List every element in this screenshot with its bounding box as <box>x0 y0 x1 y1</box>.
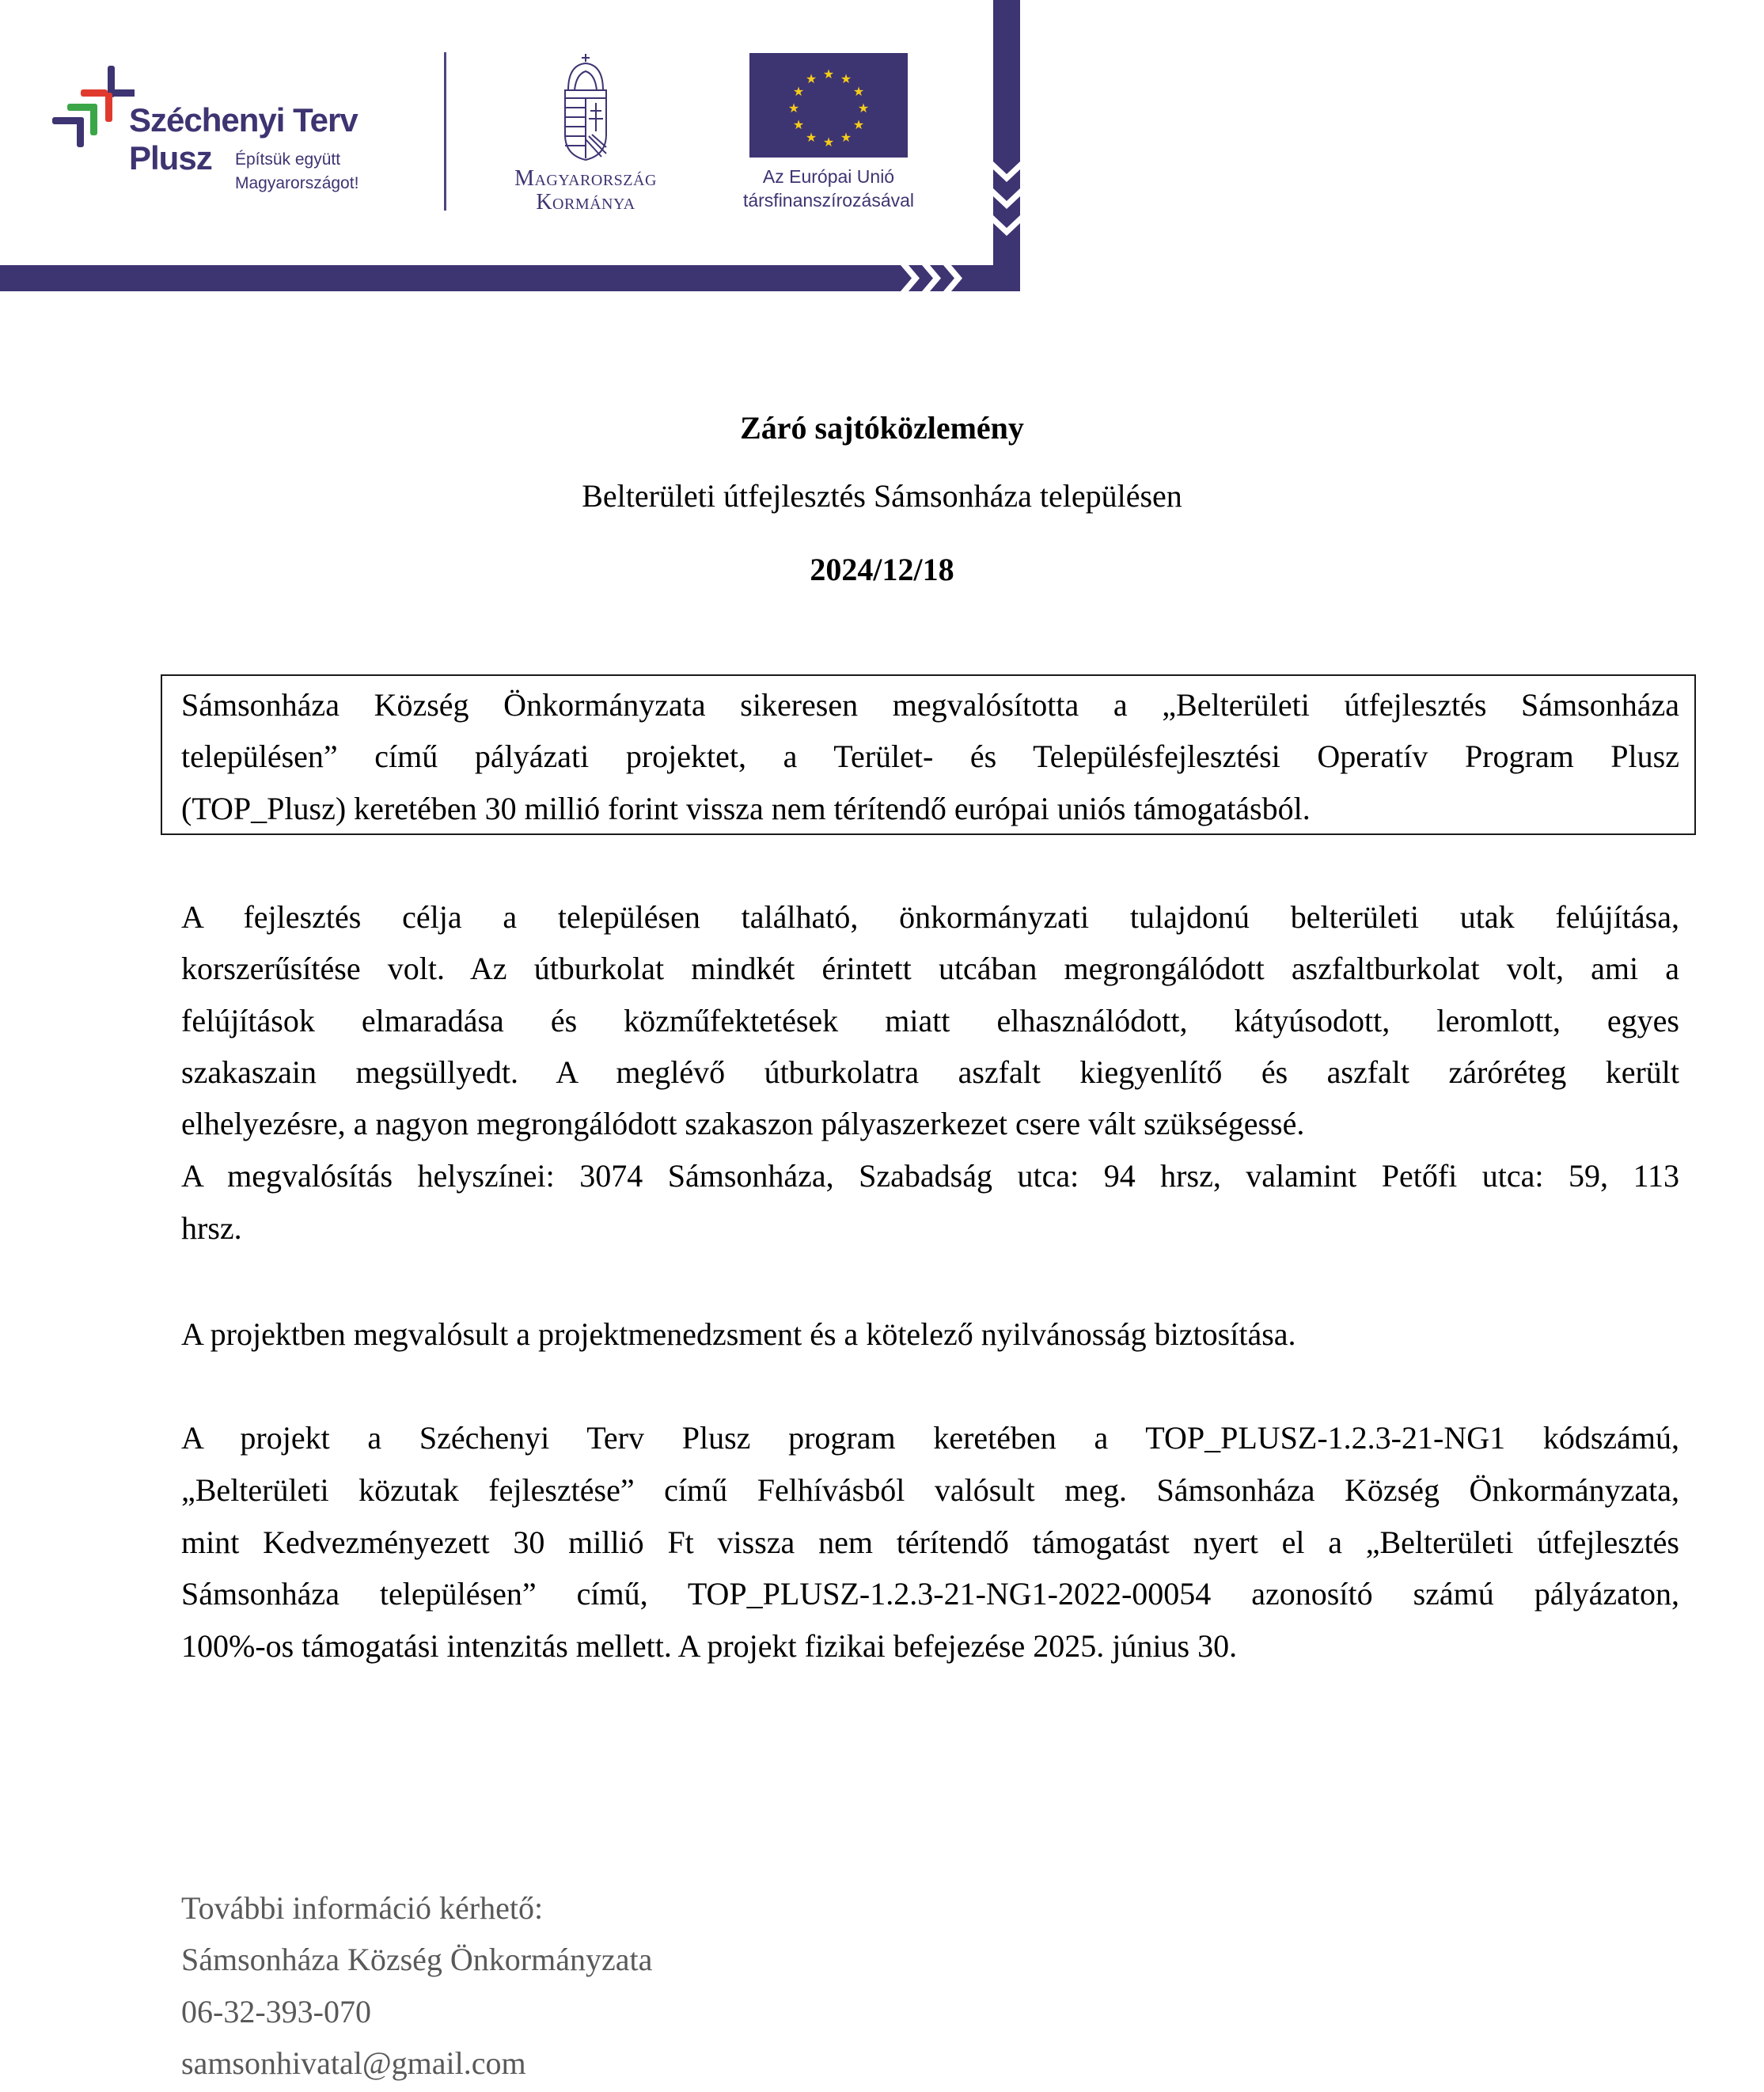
svg-text:★: ★ <box>792 84 805 99</box>
contact-email[interactable]: samsonhivatal@gmail.com <box>181 2045 526 2081</box>
svg-text:★: ★ <box>822 135 835 150</box>
frame-bar-right <box>993 0 1020 291</box>
summary-line: (TOP_Plusz) keretében 30 millió forint vissza nem térítendő európai uniós támogatásból. <box>181 791 1311 826</box>
paragraph-line: szakaszain megsüllyedt. A meglévő útburkolatra aszfalt kiegyenlítő és aszfalt záróréteg került <box>181 1054 1679 1090</box>
svg-text:★: ★ <box>822 66 835 82</box>
chevron-right-icon <box>942 265 965 291</box>
svg-text:★: ★ <box>792 117 805 132</box>
eu-line-1: Az Európai Unió <box>762 166 895 187</box>
paragraph-line: korszerűsítése volt. Az útburkolat mindkét érintett utcában megrongálódott aszfaltburkolat volt, ami a <box>181 951 1679 986</box>
eu-line-2: társfinanszírozásával <box>742 190 915 211</box>
svg-text:★: ★ <box>805 130 818 145</box>
paragraph-line: A fejlesztés célja a településen található, önkormányzati tulajdonú belterületi utak felújítása, <box>181 899 1679 935</box>
contact-heading: További információ kérhető: <box>181 1890 544 1926</box>
chevron-down-icon <box>993 158 1020 185</box>
szechenyi-tagline-2: Magyarországot! <box>235 174 359 192</box>
chevron-right-icon <box>920 265 944 291</box>
header-banner <box>0 0 1021 291</box>
government-name: Magyarország <box>514 166 657 191</box>
page-subtitle: Belterületi útfejlesztés Sámsonháza településen <box>582 478 1182 514</box>
government-line-2 <box>491 190 681 215</box>
svg-text:★: ★ <box>857 101 870 116</box>
document-date: 2024/12/18 <box>810 552 954 587</box>
summary-line: településen” című pályázati projektet, a Terület- és Településfejlesztési Operatív Program Plusz <box>181 738 1679 774</box>
svg-text:★: ★ <box>840 130 852 145</box>
eu-flag-icon <box>749 53 908 158</box>
paragraph-line: 100%-os támogatási intenzitás mellett. A projekt fizikai befejezése 2025. június 30. <box>181 1628 1238 1664</box>
chevron-down-icon <box>993 212 1020 239</box>
paragraph-line: „Belterületi közutak fejlesztése” című Felhívásból valósult meg. Sámsonháza Község Önkormányzata, <box>181 1472 1679 1508</box>
szechenyi-cross-icon <box>47 59 135 150</box>
szechenyi-title: Széchenyi Terv <box>129 101 358 139</box>
svg-text:★: ★ <box>840 71 852 86</box>
paragraph-line: felújítások elmaradása és közműfektetések miatt elhasználódott, kátyúsodott, leromlott, egyes <box>181 1003 1679 1038</box>
frame-bar-bottom <box>0 265 1020 291</box>
page-title: Záró sajtóközlemény <box>740 410 1024 446</box>
paragraph-line: A projektben megvalósult a projektmenedzsment és a kötelező nyilvánosság biztosítása. <box>181 1316 1296 1352</box>
svg-text:★: ★ <box>852 117 865 132</box>
eu-stars-icon <box>749 53 908 158</box>
svg-text:★: ★ <box>787 101 800 116</box>
paragraph-line: A megvalósítás helyszínei: 3074 Sámsonháza, Szabadság utca: 94 hrsz, valamint Petőfi utca: 59, 113 <box>181 1158 1679 1194</box>
paragraph-line: mint Kedvezményezett 30 millió Ft vissza nem térítendő támogatást nyert el a „Belterületi útfejlesztés <box>181 1524 1679 1560</box>
coat-of-arms-icon <box>554 52 617 163</box>
chevron-right-icon <box>899 265 923 291</box>
szechenyi-plusz: Plusz <box>129 139 212 177</box>
paragraph-line: A projekt a Széchenyi Terv Plusz program keretében a TOP_PLUSZ-1.2.3-21-NG1 kódszámú, <box>181 1420 1679 1456</box>
government-line-1 <box>491 166 681 192</box>
summary-line: Sámsonháza Község Önkormányzata sikeresen megvalósította a „Belterületi útfejlesztés Sámsonháza <box>181 687 1679 723</box>
svg-text:★: ★ <box>805 71 818 86</box>
government-kormanya: Kormánya <box>536 190 635 215</box>
paragraph-line: hrsz. <box>181 1210 242 1246</box>
szechenyi-tagline-1: Építsük együtt <box>235 150 341 169</box>
contact-organization: Sámsonháza Község Önkormányzata <box>181 1942 653 1977</box>
chevron-down-icon <box>993 185 1020 212</box>
paragraph-line: Sámsonháza településen” című, TOP_PLUSZ-1.2.3-21-NG1-2022-00054 azonosító számú pályázaton, <box>181 1576 1679 1612</box>
logo-divider <box>444 52 446 211</box>
paragraph-line: elhelyezésre, a nagyon megrongálódott szakaszon pályaszerkezet csere vált szükségessé. <box>181 1106 1305 1141</box>
contact-phone: 06-32-393-070 <box>181 1994 371 2029</box>
svg-text:★: ★ <box>852 84 865 99</box>
